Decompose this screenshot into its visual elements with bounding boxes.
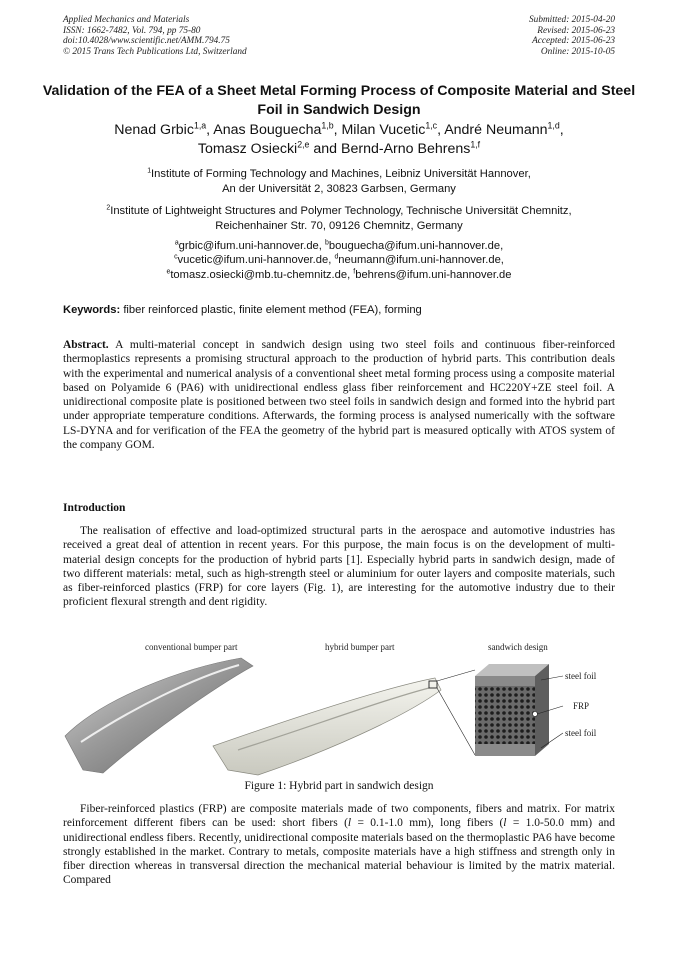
date-accepted: Accepted: 2015-06-23 [532,36,615,47]
label-hybrid-bumper: hybrid bumper part [325,642,395,652]
submission-dates [529,15,615,57]
keywords-text: fiber reinforced plastic, finite element method (FEA), forming [123,304,422,316]
journal-copyright: © 2015 Trans Tech Publications Ltd, Switzerland [63,46,247,57]
email-link[interactable]: $^d$neumann@ifum.uni-hannover.de [334,253,501,267]
figure-hybrid-part [63,638,615,778]
label-frp: FRP [573,701,590,711]
date-submitted: Submitted: 2015-04-20 [529,15,615,25]
affiliation-1: $^1$Institute of Forming Technology and Machines, Leibniz Universität Hannover, An der Universität 2, 30823 Garbsen, Germany [147,167,531,195]
sandwich-block-image [475,664,563,756]
keywords-label: Keywords: [63,304,121,316]
author: Tomasz Osiecki$^{2,e}$ and [197,139,341,157]
author: Nenad Grbic$^{1,a}$, [114,120,214,138]
email-link[interactable]: $^e$tomasz.osiecki@mb.tu-chemnitz.de [166,268,348,281]
date-revised: Revised: 2015-06-23 [537,25,615,36]
label-sandwich-design: sandwich design [488,642,548,652]
figure-caption: Figure 1: Hybrid part in sandwich design [244,780,434,792]
abstract-text: A multi-material concept in sandwich design using two steel foils and continuous fiber-reinforced thermoplastics represents a promising structural approach to the production of hybrid parts. This contribution deals with the experimental and numerical analysis of a conventional sheet metal forming process using a composite material based on Polyamide 6 (PA6) with unidirectional endless glass fiber reinforcement and HC220Y+ZE steel foil. A unidirectional composite plate is positioned between two steel foils in sandwich design and formed into the hybrid part under appropriate temperature conditions. Afterwards, the forming process is analysed numerically with the software LS-DYNA and for verification of the FEA the geometry of the hybrid part is measured optically with ATOS system of the company GOM. [63,339,615,452]
label-steel-foil-bottom: steel foil [565,728,597,738]
author: Anas Bouguecha$^{1,b}$, [213,120,342,138]
email-list: $^a$grbic@ifum.uni-hannover.de, $^b$bouguecha@ifum.uni-hannover.de, $^c$vucetic@ifum.uni-hannover.de, $^d$neumann@ifum.uni-hannover.de, $^e$tomasz.osiecki@mb.tu-chemnitz.de, $^f$behrens@ifum.uni-hannover.de [166,239,512,281]
email-link[interactable]: $^f$behrens@ifum.uni-hannover.de [353,268,512,281]
section-heading-introduction: Introduction [63,502,126,514]
paper-title: Validation of the FEA of a Sheet Metal Forming Process of Composite Material and Steel Foil in Sandwich Design [42,83,636,118]
author: Milan Vucetic$^{1,c}$, [341,120,445,138]
abstract-label: Abstract. [63,339,109,351]
abstract [63,338,615,452]
journal-issn: ISSN: 1662-7482, Vol. 794, pp 75-80 [63,25,201,36]
hybrid-bumper-image [213,670,475,775]
author: Bernd-Arno Behrens$^{1,f}$ [341,139,481,157]
label-conventional-bumper: conventional bumper part [145,642,238,652]
journal-name: Applied Mechanics and Materials [63,15,190,25]
date-online: Online: 2015-10-05 [540,46,615,57]
author: André Neumann$^{1,d}$, [444,120,564,138]
introduction-paragraph-1: The realisation of effective and load-optimized structural parts in the aerospace and automotive industries has received a great deal of attention in recent years. For this purpose, the main focus is on the development of multi-material design concepts for the production of hybrid parts [1]. Especially hybrid parts in sandwich design, made of two different materials: metal, such as high-strength steel or aluminium for outer layers and composite materials, such as fiber-reinforced plastics (FRP) for core layers (Fig. 1), are interesting for the automotive industry due to their proficient flexural strength and dent rigidity. [63,525,615,609]
keywords [63,304,615,316]
label-steel-foil-top: steel foil [565,671,597,681]
author-list [30,121,648,159]
email-link[interactable]: $^c$vucetic@ifum.uni-hannover.de [174,253,329,267]
email-link[interactable]: $^b$bouguecha@ifum.uni-hannover.de [324,239,501,252]
introduction-paragraph-2: Fiber-reinforced plastics (FRP) are composite materials made of two components, fibers and matrix. For matrix reinforcement different fibers can be used: short fibers (l = 0.1-1.0 mm), long fibers (l = 1.0-50.0 mm) and unidirectional endless fibers. Recently, unidirectional composite materials based on the thermoplastic PA6 have become strongly established in the market. Contrary to metals, composite materials have a high stiffness and strength only in fiber direction whereas in transversal direction the mechanical material behaviour is limited by the matrix material. Compared [63,803,616,887]
journal-doi[interactable]: doi:10.4028/www.scientific.net/AMM.794.75 [63,36,230,47]
journal-info [63,15,247,57]
affiliation-2: $^2$Institute of Lightweight Structures and Polymer Technology, Technische Universität Chemnitz, Reichenhainer Str. 70, 09126 Chemnitz, Germany [106,204,572,232]
email-link[interactable]: $^a$grbic@ifum.uni-hannover.de [174,239,319,252]
